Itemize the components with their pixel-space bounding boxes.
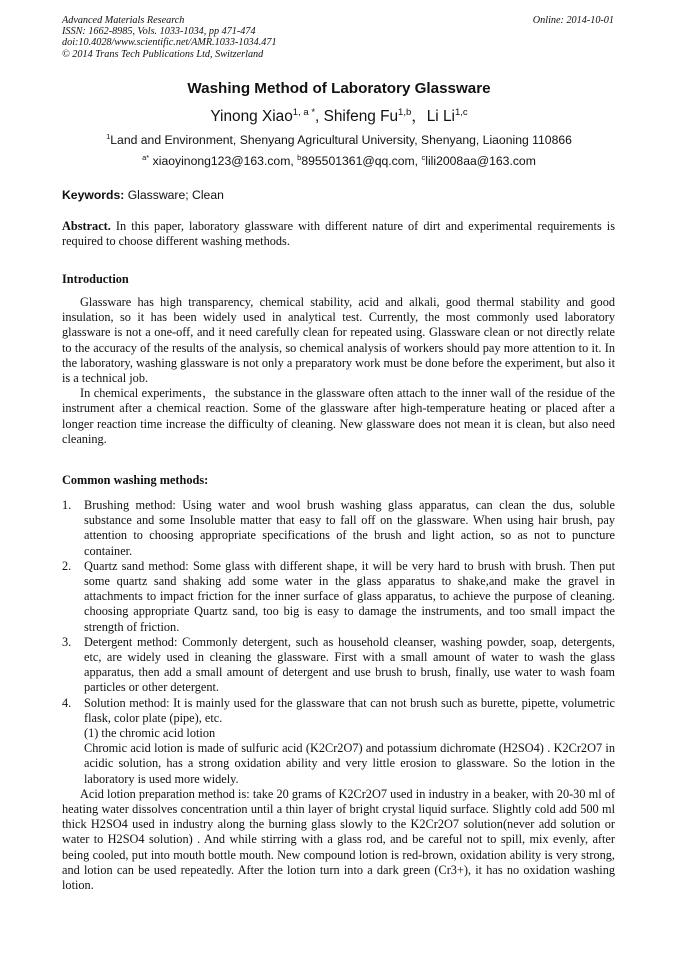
email-address: lili2008aa@163.com — [425, 154, 536, 168]
list-item-number: 2. — [62, 558, 72, 573]
introduction-paragraph: Glassware has high transparency, chemical stability, acid and alkali, good thermal stability and good insulation, so it has been widely used in analytical test. Currently, the most commonly used laboratory glassware is not a one-off, and it need carefully clean for repeated using. Glassware clean or not directly relate to the accuracy of the results of the analysis, so chemical analysis of workers should pay more attention to it. In the laboratory, washing glassware is not only a preparatory work must be done before the experiment, but also it is a technical job. — [62, 295, 615, 386]
author-separator: ， — [411, 108, 427, 125]
email-list — [0, 154, 678, 168]
list-item — [62, 498, 615, 559]
paper-title: Washing Method of Laboratory Glassware — [187, 80, 491, 97]
sub-item-text: Chromic acid lotion is made of sulfuric acid (K2Cr2O7) and potassium dichromate (H2SO4) . K2Cr2O7 in acidic solution, has a strong oxidation ability and very little erosion to glassware. So the lotion in the laboratory is used more widely. — [84, 741, 615, 786]
methods-list — [62, 498, 615, 893]
author-name: Li Li — [426, 108, 455, 125]
abstract-text: In this paper, laboratory glassware with different nature of dirt and experimental requirements is required to choose different washing methods. — [62, 219, 615, 249]
list-item-text: Solution method: It is mainly used for the glassware that can not brush such as burette, pipette, volumetric flask, color plate (pipe), etc. — [84, 695, 615, 725]
author-name: Yinong Xiao — [210, 108, 293, 125]
keywords-text: Glassware; Clean — [124, 188, 224, 202]
copyright-line: © 2014 Trans Tech Publications Ltd, Switzerland — [62, 48, 264, 60]
list-item-number: 1. — [62, 498, 72, 512]
abstract-label: Abstract. — [62, 219, 111, 233]
list-item-text: Detergent method: Commonly detergent, such as household cleanser, washing powder, soap, detergents, etc, are widely used in cleaning the glassware. First with a small amount of water to wash the glass apparatus, then add a small amount of detergent and use brush to brush, finally, use water to wash foam particles or other detergent. — [84, 634, 615, 695]
journal-header — [62, 15, 442, 60]
introduction-section — [62, 295, 615, 447]
abstract — [62, 219, 615, 249]
online-date: Online: 2014-10-01 — [532, 15, 614, 26]
affiliation — [0, 133, 678, 147]
affiliation-sup: 1 — [106, 131, 111, 141]
affiliation-text: Land and Environment, Shenyang Agricultural University, Shenyang, Liaoning 110866 — [110, 133, 572, 147]
list-item-text: Quartz sand method: Some glass with different shape, it will be very hard to brush with brush. Then put some quartz sand shaking add some water in the glass apparatus to shake,and make the gravel in attachments to impact friction for the inner surface of glass apparatus, to achieve the purpose of cleaning. choosing appropriate Quartz sand, too big is easy to damage the instruments, and too small impact the strength of friction. — [84, 558, 615, 634]
sub-item-label: (1) the chromic acid lotion — [84, 726, 216, 741]
keywords-label: Keywords: — [62, 188, 125, 202]
preparation-paragraph: Acid lotion preparation method is: take 20 grams of K2Cr2O7 used in industry in a beaker, with 20-30 ml of heating water dissolves concentration until a thin layer of bright crystal liquid surface. Slightly cold add 500 ml thick H2SO4 used in industry along the burning glass slowly to the K2Cr2O7 solution(never add solution or water to H2SO4 solution) . And while stirring with a glass rod, and be careful not to spill, mix evenly, after being cooled, put into mouth bottle mouth. New compound lotion is red-brown, oxidation ability is very strong, and lotion can be used repeatedly. After the lotion turn into a dark green (Cr3+), it has no oxidation washing lotion. — [62, 786, 615, 893]
introduction-paragraph: In chemical experiments，the substance in the glassware often attach to the inner wall of the residue of the instrument after a chemical reaction. Some of the glassware after high-temperature heating or placed after a longer reaction time increase the difficulty of cleaning. New glassware does not mean it is clean, but also need cleaning. — [62, 386, 615, 446]
author-list — [0, 104, 678, 126]
introduction-heading: Introduction — [62, 272, 129, 286]
keywords — [62, 188, 224, 202]
list-item-text: Brushing method: Using water and wool brush washing glass apparatus, can clean the dus, soluble substance and some Insoluble matter that easy to fall off on the glassware. When using hair brush, pay attention to choosing appropriate specifications of the brush and light action, so as not to puncture container. — [84, 498, 615, 558]
issn-line: ISSN: 1662-8985, Vols. 1033-1034, pp 471-474 — [62, 26, 256, 38]
email-sup: a* — [142, 152, 150, 162]
author-affil-sup: 1, a * — [292, 106, 316, 118]
email-sup: b — [297, 152, 302, 162]
list-item — [62, 696, 615, 787]
email-sup: c — [421, 152, 426, 162]
journal-name: Advanced Materials Research — [62, 15, 185, 26]
common-methods-heading: Common washing methods: — [62, 473, 209, 487]
list-item — [62, 559, 615, 635]
list-item-number: 4. — [62, 695, 72, 710]
list-item — [62, 635, 615, 696]
email-address: 895501361@qq.com, — [301, 154, 422, 168]
author-affil-sup: 1,b — [398, 106, 412, 118]
email-address: xiaoyinong123@163.com, — [149, 154, 298, 168]
list-item-number: 3. — [62, 634, 72, 649]
author-affil-sup: 1,c — [454, 106, 468, 118]
doi-line: doi:10.4028/www.scientific.net/AMR.1033-1034.471 — [62, 37, 277, 49]
author-separator: , — [315, 108, 324, 125]
author-name: Shifeng Fu — [323, 108, 399, 125]
